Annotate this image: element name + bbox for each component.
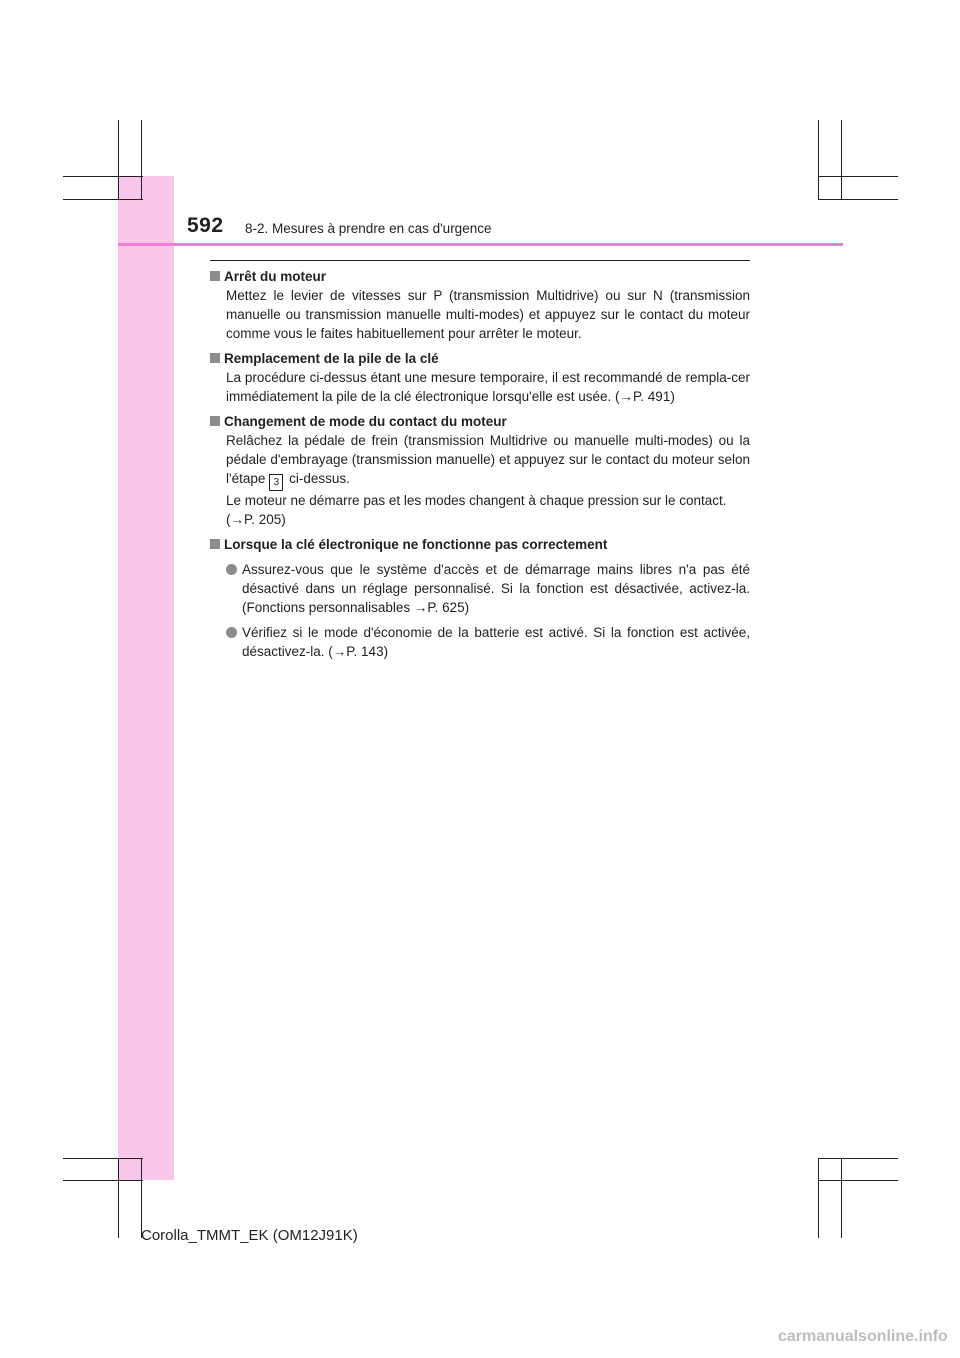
square-bullet-icon	[210, 271, 220, 281]
page-number: 592	[187, 214, 224, 237]
section-body: La procédure ci-dessus étant une mesure temporaire, il est recommandé de rempla-cer immédiatement la pile de la clé électronique lorsqu'elle est usée. (→P. 491)	[226, 370, 750, 404]
crop-mark	[141, 120, 142, 200]
section-body: Mettez le levier de vitesses sur P (transmission Multidrive) ou sur N (transmission manuelle ou transmission manuelle multi-modes) et appuyez sur le contact du moteur comme vous le faites habituellement pour arrêter le moteur.	[226, 288, 750, 341]
crop-mark	[841, 120, 842, 200]
section-engine-stop	[210, 267, 750, 343]
crop-mark	[63, 1158, 143, 1159]
section-heading: Arrêt du moteur	[210, 267, 750, 286]
crop-mark	[841, 1158, 842, 1238]
crop-mark	[818, 1158, 819, 1238]
watermark: carmanualsonline.info	[778, 1328, 948, 1345]
crop-mark	[818, 199, 898, 200]
section-title: 8-2. Mesures à prendre en cas d'urgence	[245, 221, 492, 236]
side-band	[118, 176, 174, 1180]
square-bullet-icon	[210, 416, 220, 426]
crop-mark	[63, 1180, 143, 1181]
step-number-box: 3	[269, 474, 283, 491]
crop-mark	[118, 120, 119, 200]
section-heading: Lorsque la clé électronique ne fonctionne pas correctement	[210, 535, 750, 554]
crop-mark	[818, 120, 819, 200]
header-rule	[118, 243, 843, 246]
list-item: Vérifiez si le mode d'économie de la batterie est activé. Si la fonction est activée, désactivez-la. (→P. 143)	[226, 623, 750, 661]
crop-mark	[818, 1180, 898, 1181]
section-body: Relâchez la pédale de frein (transmission Multidrive ou manuelle multi-modes) ou la pédale d'embrayage (transmission manuelle) et appuyez sur le contact du moteur selon l'étape 3 ci-dessus.	[226, 431, 750, 491]
square-bullet-icon	[210, 539, 220, 549]
section-body-secondary: Le moteur ne démarre pas et les modes changent à chaque pression sur le contact.	[226, 493, 727, 508]
section-heading: Remplacement de la pile de la clé	[210, 349, 750, 368]
square-bullet-icon	[210, 353, 220, 363]
circle-bullet-icon	[226, 627, 237, 638]
crop-mark	[818, 1158, 898, 1159]
crop-mark	[118, 1158, 119, 1238]
circle-bullet-icon	[226, 564, 237, 575]
section-mode-change	[210, 412, 750, 529]
page-content	[210, 267, 750, 667]
document-footer: Corolla_TMMT_EK (OM12J91K)	[141, 1227, 358, 1244]
page-reference: (→P. 205)	[226, 512, 286, 527]
section-heading: Changement de mode du contact du moteur	[210, 412, 750, 431]
section-key-malfunction	[210, 535, 750, 661]
crop-mark	[141, 1158, 142, 1238]
list-item: Assurez-vous que le système d'accès et de démarrage mains libres n'a pas été désactivé dans un réglage personnalisé. Si la fonction est désactivée, activez-la. (Fonctions personnalisables →P. 625)	[226, 560, 750, 617]
crop-mark	[818, 176, 898, 177]
section-battery-replacement	[210, 349, 750, 406]
crop-mark	[63, 199, 143, 200]
crop-mark	[63, 176, 143, 177]
content-divider	[210, 260, 750, 261]
